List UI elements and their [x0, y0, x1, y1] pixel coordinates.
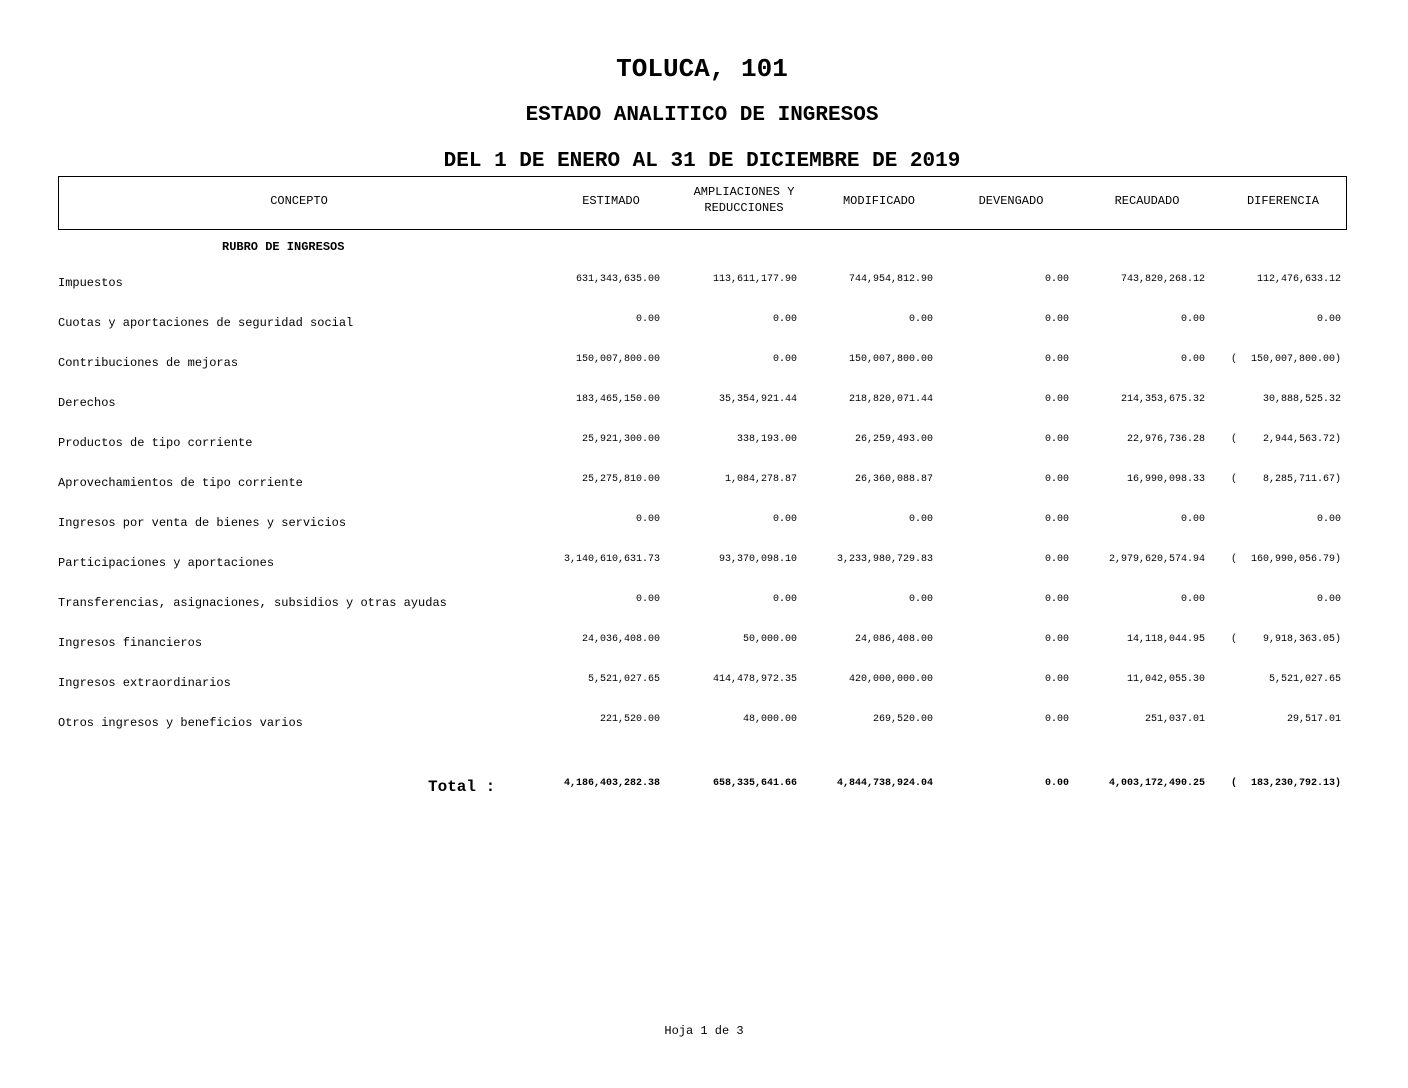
row-modificado: 269,520.00 [872, 714, 933, 725]
row-ampliaciones: 35,354,921.44 [718, 394, 797, 405]
column-header-box [58, 176, 1347, 230]
row-recaudado: 16,990,098.33 [1126, 474, 1205, 485]
row-ampliaciones: 338,193.00 [736, 434, 797, 445]
row-diferencia: 0.00 [1316, 594, 1341, 605]
row-modificado: 150,007,800.00 [848, 354, 933, 365]
row-concepto: Cuotas y aportaciones de seguridad social [58, 316, 354, 330]
page-number: Hoja 1 de 3 [664, 1024, 744, 1038]
row-devengado: 0.00 [1044, 714, 1069, 725]
row-concepto: Impuestos [58, 276, 123, 290]
total-label: Total : [428, 778, 496, 796]
row-devengado: 0.00 [1044, 354, 1069, 365]
table-row [0, 674, 1408, 692]
row-modificado: 218,820,071.44 [848, 394, 933, 405]
section-label: RUBRO DE INGRESOS [222, 240, 345, 254]
row-diferencia: 2,944,563.72) [1262, 434, 1341, 445]
row-modificado: 0.00 [908, 514, 933, 525]
row-estimado: 24,036,408.00 [581, 634, 660, 645]
total-modificado: 4,844,738,924.04 [836, 778, 933, 789]
row-devengado: 0.00 [1044, 554, 1069, 565]
table-row [0, 554, 1408, 572]
row-concepto: Ingresos por venta de bienes y servicios [58, 516, 347, 530]
column-header-ampliaciones-line1: AMPLIACIONES Y [693, 185, 795, 199]
row-ampliaciones: 48,000.00 [742, 714, 797, 725]
table-row [0, 434, 1408, 452]
row-estimado: 631,343,635.00 [575, 274, 660, 285]
row-ampliaciones: 1,084,278.87 [724, 474, 797, 485]
row-ampliaciones: 50,000.00 [742, 634, 797, 645]
table-row [0, 394, 1408, 412]
row-recaudado: 251,037.01 [1144, 714, 1205, 725]
table-row [0, 314, 1408, 332]
total-devengado: 0.00 [1044, 778, 1069, 789]
row-devengado: 0.00 [1044, 314, 1069, 325]
row-devengado: 0.00 [1044, 514, 1069, 525]
row-modificado: 3,233,980,729.83 [836, 554, 933, 565]
row-devengado: 0.00 [1044, 674, 1069, 685]
column-header-estimado: ESTIMADO [582, 194, 640, 208]
row-recaudado: 11,042,055.30 [1126, 674, 1205, 685]
row-diferencia: 30,888,525.32 [1262, 394, 1341, 405]
row-recaudado: 214,353,675.32 [1120, 394, 1205, 405]
row-recaudado: 0.00 [1180, 514, 1205, 525]
row-modificado: 420,000,000.00 [848, 674, 933, 685]
row-modificado: 26,360,088.87 [854, 474, 933, 485]
row-recaudado: 2,979,620,574.94 [1108, 554, 1205, 565]
row-ampliaciones: 0.00 [772, 594, 797, 605]
row-estimado: 0.00 [635, 314, 660, 325]
table-row [0, 594, 1408, 612]
row-recaudado: 0.00 [1180, 594, 1205, 605]
row-ampliaciones: 414,478,972.35 [712, 674, 797, 685]
row-modificado: 0.00 [908, 594, 933, 605]
row-estimado: 3,140,610,631.73 [563, 554, 660, 565]
table-row [0, 354, 1408, 372]
row-concepto: Aprovechamientos de tipo corriente [58, 476, 303, 490]
row-ampliaciones: 113,611,177.90 [712, 274, 797, 285]
row-diferencia: 9,918,363.05) [1262, 634, 1341, 645]
row-negative-paren: ( [1231, 474, 1238, 485]
column-header-concepto: CONCEPTO [270, 194, 328, 208]
row-recaudado: 14,118,044.95 [1126, 634, 1205, 645]
row-devengado: 0.00 [1044, 434, 1069, 445]
row-diferencia: 0.00 [1316, 314, 1341, 325]
row-devengado: 0.00 [1044, 474, 1069, 485]
row-estimado: 221,520.00 [599, 714, 660, 725]
row-modificado: 744,954,812.90 [848, 274, 933, 285]
column-header-ampliaciones [669, 184, 819, 216]
entity-title: TOLUCA, 101 [616, 54, 788, 84]
row-modificado: 26,259,493.00 [854, 434, 933, 445]
row-estimado: 5,521,027.65 [587, 674, 660, 685]
total-row [0, 778, 1408, 796]
row-diferencia: 8,285,711.67) [1262, 474, 1341, 485]
row-negative-paren: ( [1231, 554, 1238, 565]
table-row [0, 514, 1408, 532]
row-concepto: Ingresos extraordinarios [58, 676, 231, 690]
row-modificado: 0.00 [908, 314, 933, 325]
row-negative-paren: ( [1231, 434, 1238, 445]
column-header-recaudado: RECAUDADO [1114, 194, 1180, 208]
column-header-ampliaciones-line2: REDUCCIONES [704, 201, 784, 215]
total-diferencia: 183,230,792.13) [1250, 778, 1341, 789]
column-header-devengado: DEVENGADO [978, 194, 1044, 208]
row-recaudado: 0.00 [1180, 314, 1205, 325]
table-row [0, 634, 1408, 652]
row-estimado: 25,275,810.00 [581, 474, 660, 485]
row-diferencia: 0.00 [1316, 514, 1341, 525]
row-ampliaciones: 0.00 [772, 354, 797, 365]
row-estimado: 150,007,800.00 [575, 354, 660, 365]
row-devengado: 0.00 [1044, 634, 1069, 645]
row-recaudado: 0.00 [1180, 354, 1205, 365]
row-estimado: 0.00 [635, 514, 660, 525]
row-ampliaciones: 93,370,098.10 [718, 554, 797, 565]
row-concepto: Productos de tipo corriente [58, 436, 253, 450]
row-diferencia: 160,990,056.79) [1250, 554, 1341, 565]
row-diferencia: 112,476,633.12 [1256, 274, 1341, 285]
row-ampliaciones: 0.00 [772, 314, 797, 325]
row-estimado: 25,921,300.00 [581, 434, 660, 445]
total-estimado: 4,186,403,282.38 [563, 778, 660, 789]
row-negative-paren: ( [1231, 634, 1238, 645]
row-concepto: Contribuciones de mejoras [58, 356, 239, 370]
row-concepto: Derechos [58, 396, 116, 410]
row-recaudado: 22,976,736.28 [1126, 434, 1205, 445]
table-row [0, 274, 1408, 292]
column-header-diferencia: DIFERENCIA [1246, 194, 1319, 208]
column-header-modificado: MODIFICADO [842, 194, 915, 208]
row-diferencia: 150,007,800.00) [1250, 354, 1341, 365]
row-ampliaciones: 0.00 [772, 514, 797, 525]
table-row [0, 474, 1408, 492]
row-negative-paren: ( [1231, 354, 1238, 365]
report-title: ESTADO ANALITICO DE INGRESOS [525, 104, 879, 127]
row-diferencia: 29,517.01 [1286, 714, 1341, 725]
row-concepto: Otros ingresos y beneficios varios [58, 716, 303, 730]
row-estimado: 0.00 [635, 594, 660, 605]
table-row [0, 714, 1408, 732]
row-concepto: Transferencias, asignaciones, subsidios y otras ayudas [58, 596, 447, 610]
row-devengado: 0.00 [1044, 274, 1069, 285]
row-recaudado: 743,820,268.12 [1120, 274, 1205, 285]
row-estimado: 183,465,150.00 [575, 394, 660, 405]
row-diferencia: 5,521,027.65 [1268, 674, 1341, 685]
row-devengado: 0.00 [1044, 394, 1069, 405]
total-negative-paren: ( [1231, 778, 1238, 789]
row-concepto: Participaciones y aportaciones [58, 556, 275, 570]
row-concepto: Ingresos financieros [58, 636, 203, 650]
row-modificado: 24,086,408.00 [854, 634, 933, 645]
total-recaudado: 4,003,172,490.25 [1108, 778, 1205, 789]
report-period: DEL 1 DE ENERO AL 31 DE DICIEMBRE DE 2019 [443, 150, 961, 173]
row-devengado: 0.00 [1044, 594, 1069, 605]
total-ampliaciones: 658,335,641.66 [712, 778, 797, 789]
